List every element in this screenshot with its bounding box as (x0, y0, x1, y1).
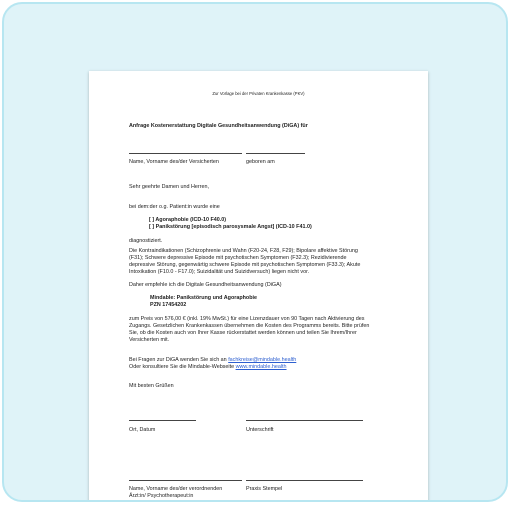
contraindication-line: (F31); Schwere depressive Episode mit psychotischen Symptomen (F32.3); Rezidivierende (129, 255, 347, 261)
recommendation-text: Daher empfehle ich die Digitale Gesundheitsanwendung (DiGA) (129, 282, 282, 288)
product-pzn: PZN 17454202 (150, 302, 187, 308)
diagnosis-label: Agoraphobie (ICD-10 F40.0) (155, 217, 227, 223)
website-prefix: Oder konsultiere Sie die Mindable-Webseite (129, 364, 236, 370)
intro-text: bei dem:der o.g. Patient:in wurde eine (129, 204, 220, 210)
document-title: Anfrage Kostenerstattung Digitale Gesundheitsanwendung (DiGA) für (129, 123, 308, 129)
price-line: Versicherten mit. (129, 337, 170, 343)
contraindication-line: Intoxikation (F10.0 - F17.0); Suizidalität und Suizidversuch) liegen nicht vor. (129, 269, 310, 275)
contact-email-link[interactable]: fachkreise@mindable.health (228, 357, 297, 363)
product-name: Mindable: Panikstörung und Agoraphobie (150, 295, 258, 301)
diagnosed-text: diagnostiziert. (129, 238, 163, 244)
checkbox[interactable]: [ ] (149, 224, 155, 230)
website-text (129, 364, 287, 371)
greeting: Sehr geehrte Damen und Herren, (129, 184, 210, 190)
price-line: Sie, ob die Kosten auch von Ihrer Kasse rückerstattet werden können und teilen Sie Ihrem/Ihrer (129, 330, 357, 336)
label-birthdate: geboren am (246, 159, 275, 165)
diagnosis-item (149, 224, 312, 231)
label-stamp: Praxis Stempel (246, 486, 283, 492)
birthdate-line (246, 153, 305, 154)
document-page (89, 71, 428, 502)
diagnosis-label: Panikstörung [episodisch parosysmale Angst] (ICD-10 F41.0) (155, 224, 312, 230)
label-doctor-name: Name, Vorname des/der verordnenden (129, 486, 223, 492)
contact-prefix: Bei Fragen zur DiGA wenden Sie sich an (129, 357, 229, 363)
price-line: zum Preis von 576,00 € (inkl. 19% MwSt.) für eine Lizenzdauer von 90 Tagen nach Aktivierung des (129, 316, 365, 322)
signature-line (246, 420, 363, 421)
label-place-date: Ort, Datum (129, 427, 156, 433)
website-link[interactable]: www.mindable.health (235, 364, 287, 370)
contraindication-line: depressive Störung, gegenwärtig schwere Episode mit psychotischen Symptomen (F33.3); Akute (129, 262, 361, 268)
label-doctor-role: Ärzt:in/ Psychotherapeut:in (129, 493, 194, 499)
price-line: Zugangs. Gesetzlichen Krankenkassen übernehmen die Kosten des Programms bereits. Bitte prüfen (129, 323, 370, 329)
closing: Mit besten Grüßen (129, 383, 174, 389)
stamp-line (246, 480, 363, 481)
label-name: Name, Vorname des/der Versicherten (129, 159, 219, 165)
background-frame (2, 2, 508, 502)
name-line (129, 153, 242, 154)
contraindication-line: Die Kontraindikationen (Schizophrenie und Wahn (F20-24, F28, F29); Bipolare affektive Störung (129, 248, 358, 254)
place-date-line (129, 420, 196, 421)
doctor-name-line (129, 480, 242, 481)
header-note: Zur Vorlage bei der Privaten Krankenkasse (PKV) (212, 91, 305, 96)
label-signature: Unterschrift (246, 427, 274, 433)
checkbox[interactable]: [ ] (149, 217, 155, 223)
